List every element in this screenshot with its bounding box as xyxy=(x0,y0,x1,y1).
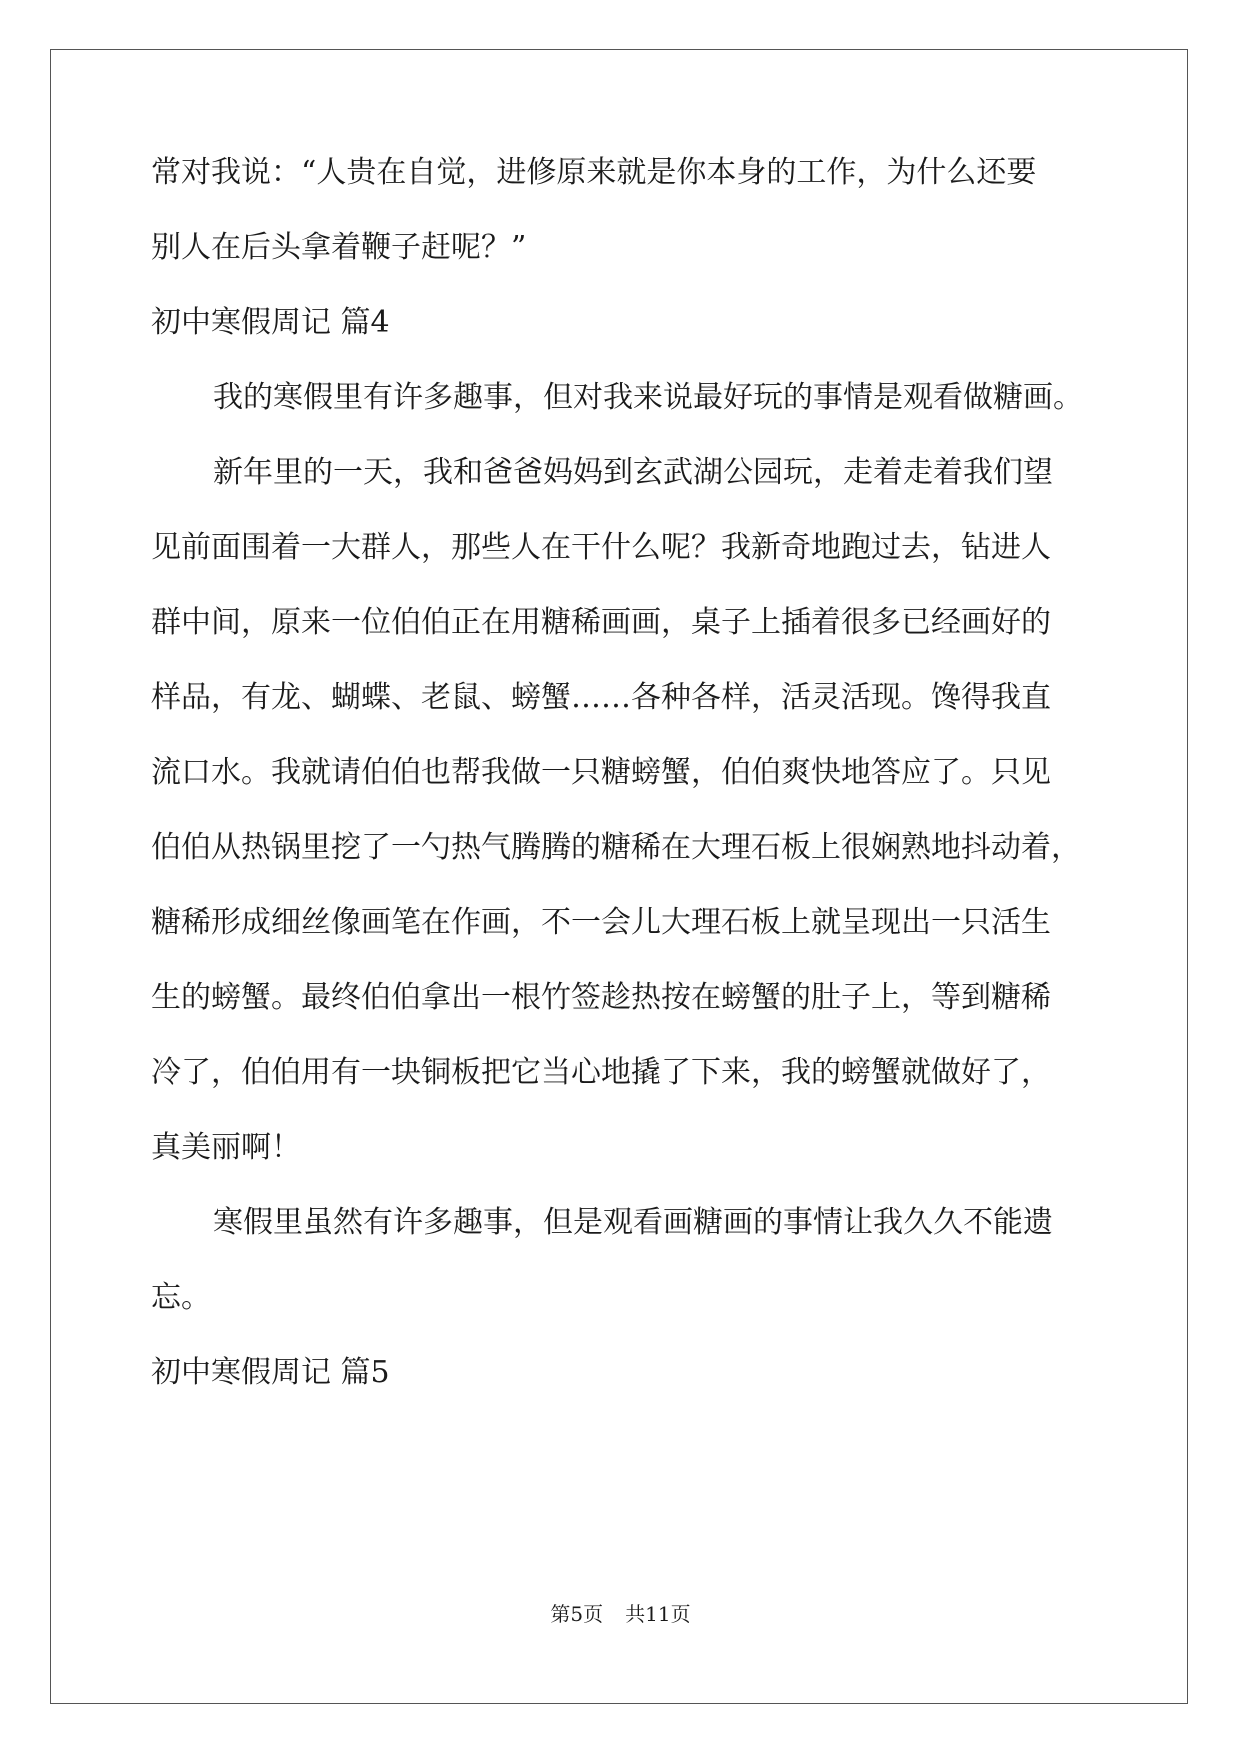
paragraph-line: 别人在后头拿着鞭子赶呢？” xyxy=(151,230,527,265)
paragraph-line: 见前面围着一大群人，那些人在干什么呢？我新奇地跑过去，钻进人 xyxy=(151,530,1051,565)
page-footer xyxy=(0,1598,1241,1627)
page-border xyxy=(50,49,1188,1704)
paragraph-line: 生的螃蟹。最终伯伯拿出一根竹签趁热按在螃蟹的肚子上，等到糖稀 xyxy=(151,980,1051,1015)
page-number: 第5页 xyxy=(550,1602,604,1626)
page-total: 共11页 xyxy=(625,1602,691,1626)
paragraph-line: 新年里的一天，我和爸爸妈妈到玄武湖公园玩，走着走着我们望 xyxy=(213,455,1053,490)
section-heading: 初中寒假周记 篇5 xyxy=(151,1355,390,1390)
paragraph-line: 常对我说：“人贵在自觉，进修原来就是你本身的工作，为什么还要 xyxy=(151,155,1037,190)
paragraph-line: 冷了，伯伯用有一块铜板把它当心地撬了下来，我的螃蟹就做好了， xyxy=(151,1055,1051,1090)
paragraph-line: 忘。 xyxy=(151,1280,211,1315)
paragraph-line: 我的寒假里有许多趣事，但对我来说最好玩的事情是观看做糖画。 xyxy=(213,380,1083,415)
paragraph-line: 寒假里虽然有许多趣事，但是观看画糖画的事情让我久久不能遗 xyxy=(213,1205,1053,1240)
paragraph-line: 流口水。我就请伯伯也帮我做一只糖螃蟹，伯伯爽快地答应了。只见 xyxy=(151,755,1051,790)
paragraph-line: 样品，有龙、蝴蝶、老鼠、螃蟹……各种各样，活灵活现。馋得我直 xyxy=(151,680,1051,715)
paragraph-line: 真美丽啊！ xyxy=(151,1130,301,1165)
paragraph-line: 群中间，原来一位伯伯正在用糖稀画画，桌子上插着很多已经画好的 xyxy=(151,605,1051,640)
paragraph-line: 糖稀形成细丝像画笔在作画，不一会儿大理石板上就呈现出一只活生 xyxy=(151,905,1051,940)
section-heading: 初中寒假周记 篇4 xyxy=(151,305,390,340)
paragraph-line: 伯伯从热锅里挖了一勺热气腾腾的糖稀在大理石板上很娴熟地抖动着， xyxy=(151,830,1081,865)
